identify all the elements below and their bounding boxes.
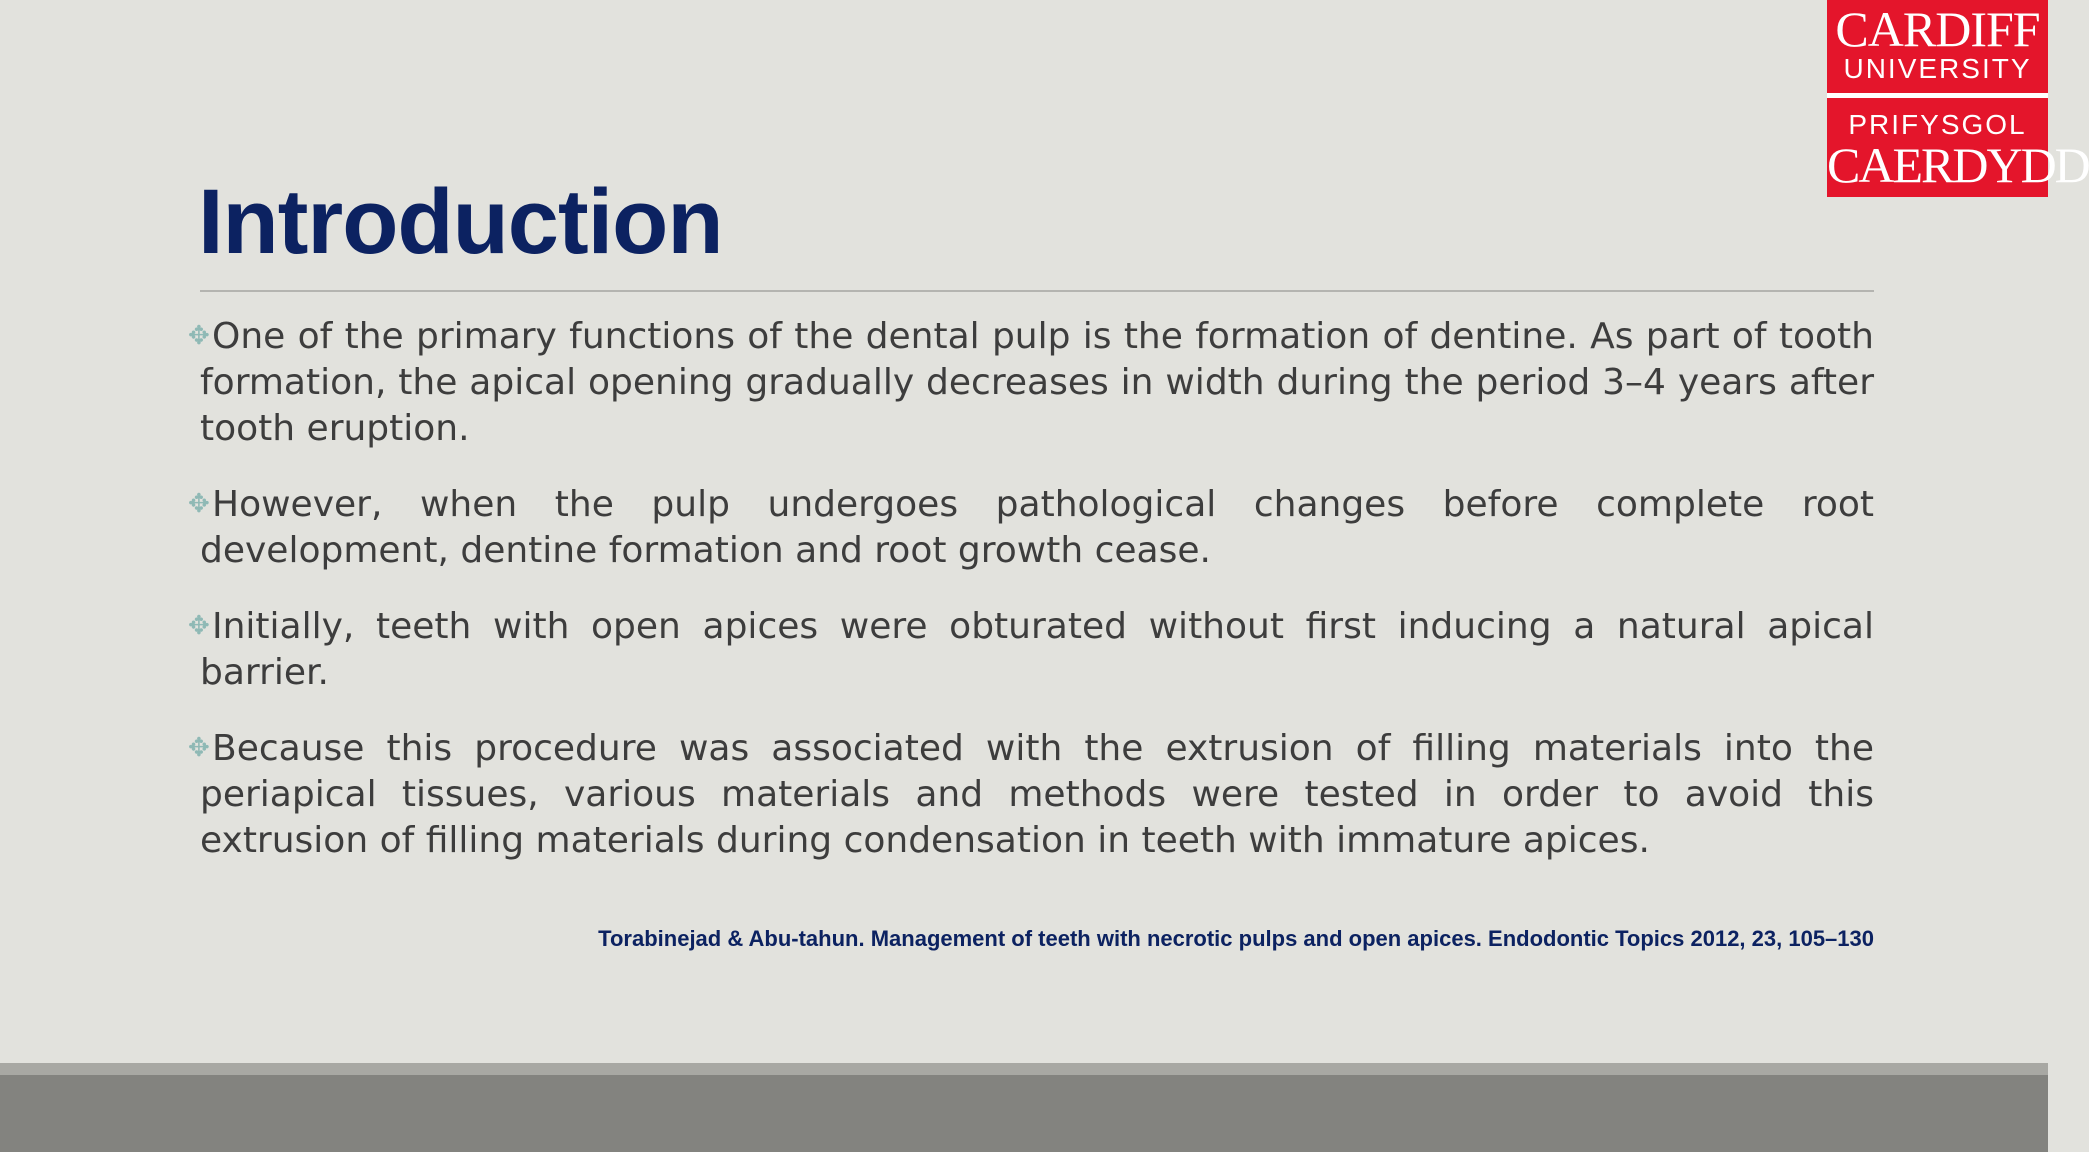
logo-line-prifysgol: PRIFYSGOL (1848, 109, 2027, 140)
diamond-bullet-icon: ✥ (188, 611, 210, 641)
title-divider (200, 290, 1874, 292)
bullet-text: However, when the pulp undergoes pathological changes before complete root development, dentine formation and root growth cease. (200, 484, 1874, 571)
logo-divider (1827, 93, 2048, 98)
citation: Torabinejad & Abu-tahun. Management of teeth with necrotic pulps and open apices. Endodontic Topics 2012, 23, 105–130 (598, 926, 1874, 951)
diamond-bullet-icon: ✥ (188, 733, 210, 763)
cardiff-university-logo (1827, 0, 2089, 197)
bullet-item (188, 481, 1874, 574)
logo-line-cardiff: CARDIFF (1835, 1, 2040, 57)
logo-line-university: UNIVERSITY (1843, 53, 2032, 84)
bullet-item (188, 603, 1874, 696)
bullet-text: Because this procedure was associated with the extrusion of filling materials into the periapical tissues, various materials and methods were tested in order to avoid this extrusion of filling materials during condensation in teeth with immature apices. (200, 728, 1874, 861)
diamond-bullet-icon: ✥ (188, 489, 210, 519)
bullet-item (188, 313, 1874, 452)
bullet-text: Initially, teeth with open apices were obturated without first inducing a natural apical barrier. (200, 606, 1874, 693)
bullet-item (188, 725, 1874, 864)
slide-title: Introduction (198, 171, 723, 273)
footer-bar (0, 1075, 2048, 1152)
bullet-text: One of the primary functions of the dental pulp is the formation of dentine. As part of tooth formation, the apical opening gradually decreases in width during the period 3–4 years after tooth eruption. (200, 316, 1874, 449)
bullet-list (188, 313, 1874, 893)
diamond-bullet-icon: ✥ (188, 321, 210, 351)
logo-line-caerdydd: CAERDYDD (1827, 137, 2089, 193)
footer-strip (0, 1063, 2048, 1075)
